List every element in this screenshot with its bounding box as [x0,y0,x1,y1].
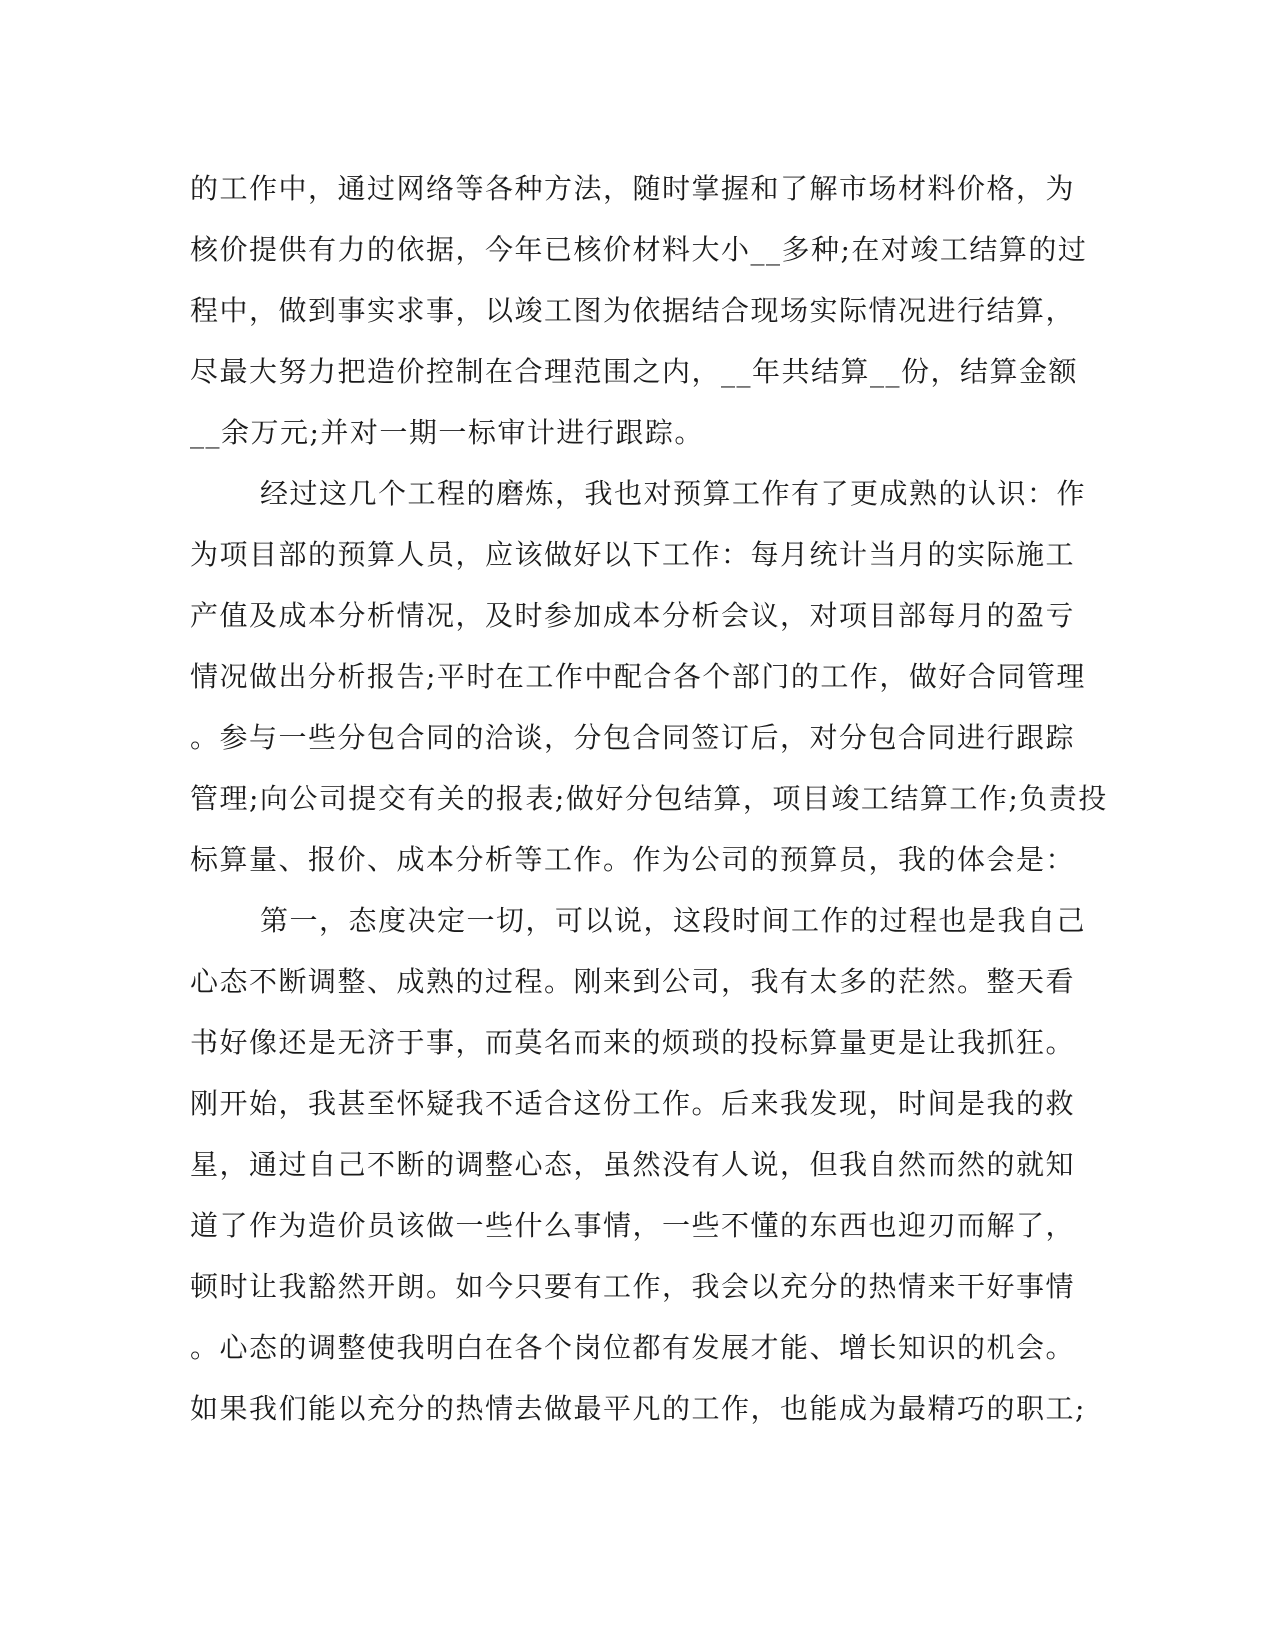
paragraph-first-line: 经过这几个工程的磨炼，我也对预算工作有了更成熟的认识：作 [260,477,1087,510]
text-line: 尽最大努力把造价控制在合理范围之内，__年共结算__份，结算金额 [190,355,1079,388]
document-body [190,158,1108,1439]
text-line: 刚开始，我甚至怀疑我不适合这份工作。后来我发现，时间是我的救 [190,1087,1076,1120]
text-line: 标算量、报价、成本分析等工作。作为公司的预算员，我的体会是： [190,843,1076,876]
text-line: 核价提供有力的依据，今年已核价材料大小__多种;在对竣工结算的过 [190,233,1088,266]
paragraph-first-line: 第一，态度决定一切，可以说，这段时间工作的过程也是我自己 [260,904,1087,937]
text-line: 道了作为造价员该做一些什么事情，一些不懂的东西也迎刃而解了， [190,1209,1076,1242]
text-line: 书好像还是无济于事，而莫名而来的烦琐的投标算量更是让我抓狂。 [190,1026,1076,1059]
text-line: 产值及成本分析情况，及时参加成本分析会议，对项目部每月的盈亏 [190,599,1076,632]
text-line: 心态不断调整、成熟的过程。刚来到公司，我有太多的茫然。整天看 [190,965,1076,998]
text-line: 星，通过自己不断的调整心态，虽然没有人说，但我自然而然的就知 [190,1148,1076,1181]
text-line: 。参与一些分包合同的洽谈，分包合同签订后，对分包合同进行跟踪 [190,721,1076,754]
text-line: 程中，做到事实求事，以竣工图为依据结合现场实际情况进行结算， [190,294,1076,327]
text-line: __余万元;并对一期一标审计进行跟踪。 [190,416,704,449]
text-line: 顿时让我豁然开朗。如今只要有工作，我会以充分的热情来干好事情 [190,1270,1076,1303]
text-line: 情况做出分析报告;平时在工作中配合各个部门的工作，做好合同管理 [190,660,1086,693]
text-line: 为项目部的预算人员，应该做好以下工作：每月统计当月的实际施工 [190,538,1076,571]
text-line: 管理;向公司提交有关的报表;做好分包结算，项目竣工结算工作;负责投 [190,782,1108,815]
text-line: 如果我们能以充分的热情去做最平凡的工作，也能成为最精巧的职工; [190,1392,1086,1425]
text-line: 的工作中，通过网络等各种方法，随时掌握和了解市场材料价格，为 [190,172,1076,205]
text-line: 。心态的调整使我明白在各个岗位都有发展才能、增长知识的机会。 [190,1331,1076,1364]
